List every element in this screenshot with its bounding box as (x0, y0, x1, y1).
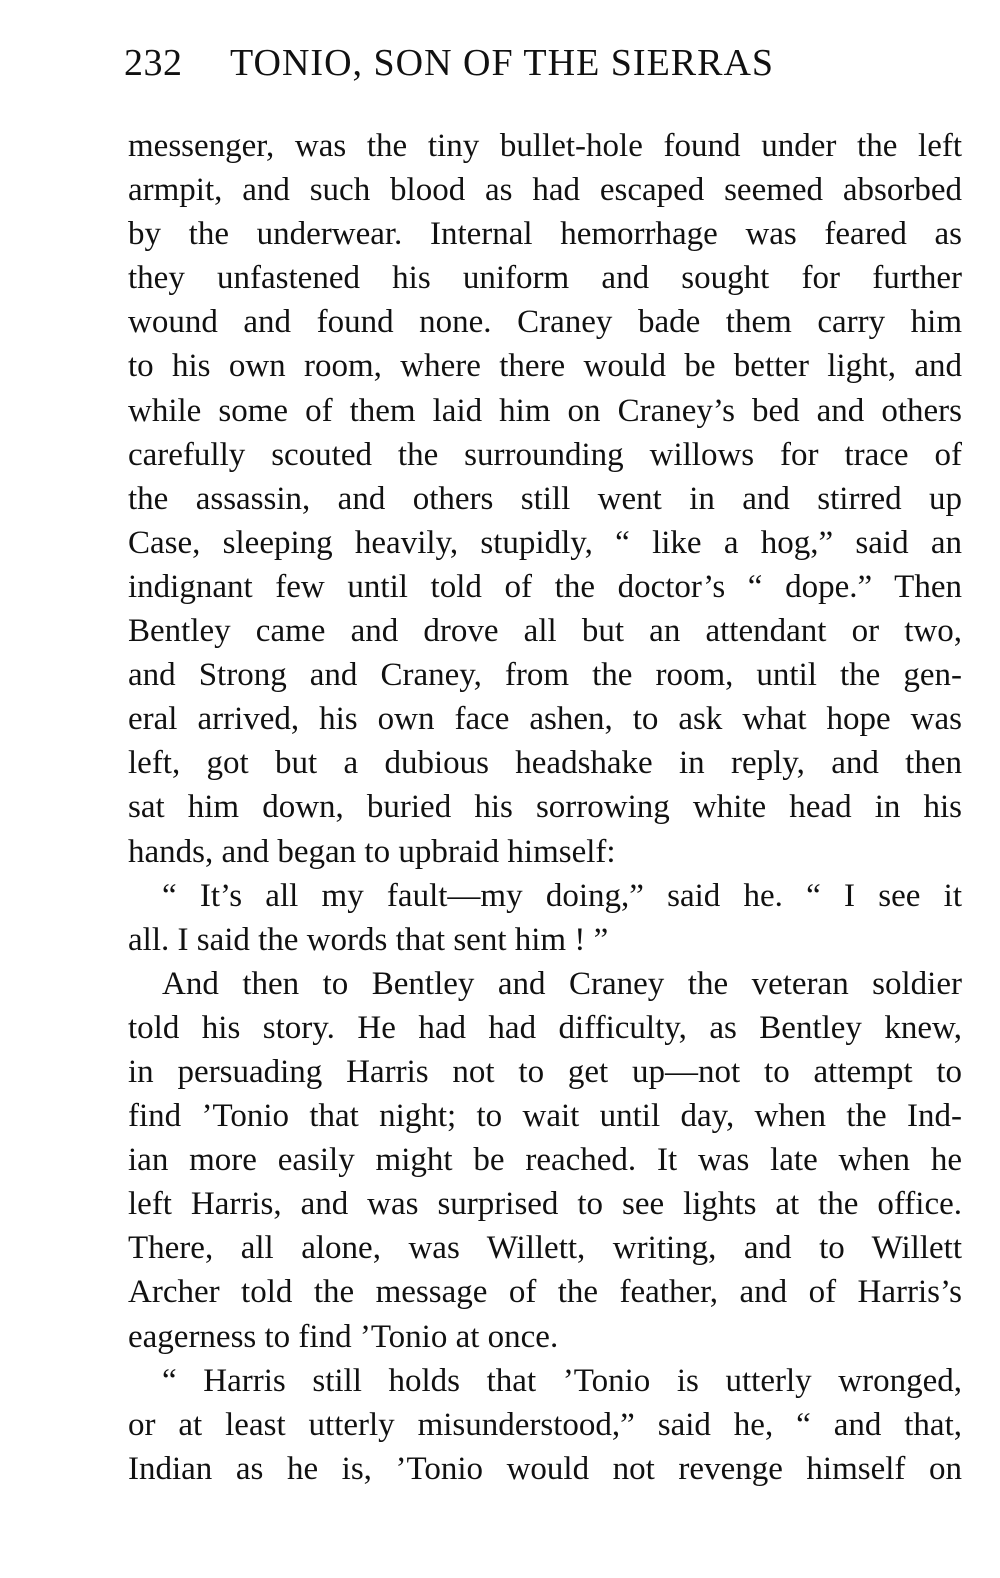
text-line: or at least utterly misunderstood,” said he, “ and that, (128, 1406, 962, 1443)
text-line: find ’Tonio that night; to wait until day, when the Ind- (128, 1098, 962, 1135)
text-line: eagerness to find ’Tonio at once. (128, 1318, 559, 1355)
text-line: hands, and began to upbraid himself: (128, 833, 616, 870)
body-text (128, 124, 962, 1491)
text-line: carefully scouted the surrounding willows for trace of (128, 436, 962, 473)
text-line: And then to Bentley and Craney the veteran soldier (162, 965, 962, 1002)
text-line: armpit, and such blood as had escaped seemed absorbed (128, 172, 962, 209)
text-line: all. I said the words that sent him ! ” (128, 921, 609, 958)
text-line: Indian as he is, ’Tonio would not revenge himself on (128, 1450, 962, 1487)
text-line: the assassin, and others still went in and stirred up (128, 480, 962, 517)
text-line: There, all alone, was Willett, writing, and to Willett (128, 1230, 962, 1267)
text-line: Bentley came and drove all but an attendant or two, (128, 613, 962, 650)
text-line: indignant few until told of the doctor’s “ dope.” Then (128, 568, 962, 605)
text-line: they unfastened his uniform and sought for further (128, 260, 962, 297)
text-line: wound and found none. Craney bade them carry him (128, 304, 962, 341)
text-line: sat him down, buried his sorrowing white head in his (128, 789, 962, 826)
text-line: Archer told the message of the feather, and of Harris’s (128, 1274, 962, 1311)
text-line: to his own room, where there would be better light, and (128, 348, 962, 385)
text-line: told his story. He had had difficulty, as Bentley knew, (128, 1009, 962, 1046)
text-line: left Harris, and was surprised to see lights at the office. (128, 1186, 962, 1223)
text-line: messenger, was the tiny bullet-hole found under the left (128, 128, 962, 164)
text-line: and Strong and Craney, from the room, until the gen- (128, 657, 962, 694)
running-title: TONIO, SON OF THE SIERRAS (230, 42, 775, 84)
text-line: while some of them laid him on Craney’s bed and others (128, 392, 962, 429)
text-line: Case, sleeping heavily, stupidly, “ like a hog,” said an (128, 524, 962, 561)
text-line: left, got but a dubious headshake in reply, and then (128, 745, 962, 782)
text-line: in persuading Harris not to get up—not to attempt to (128, 1053, 962, 1090)
text-line: “ It’s all my fault—my doing,” said he. “ I see it (162, 877, 962, 914)
running-head (124, 38, 894, 88)
text-line: ian more easily might be reached. It was late when he (128, 1142, 962, 1179)
text-line: by the underwear. Internal hemorrhage was feared as (128, 216, 962, 253)
text-line: “ Harris still holds that ’Tonio is utterly wronged, (162, 1362, 962, 1399)
page-number: 232 (124, 42, 183, 84)
text-line: eral arrived, his own face ashen, to ask what hope was (128, 701, 962, 738)
